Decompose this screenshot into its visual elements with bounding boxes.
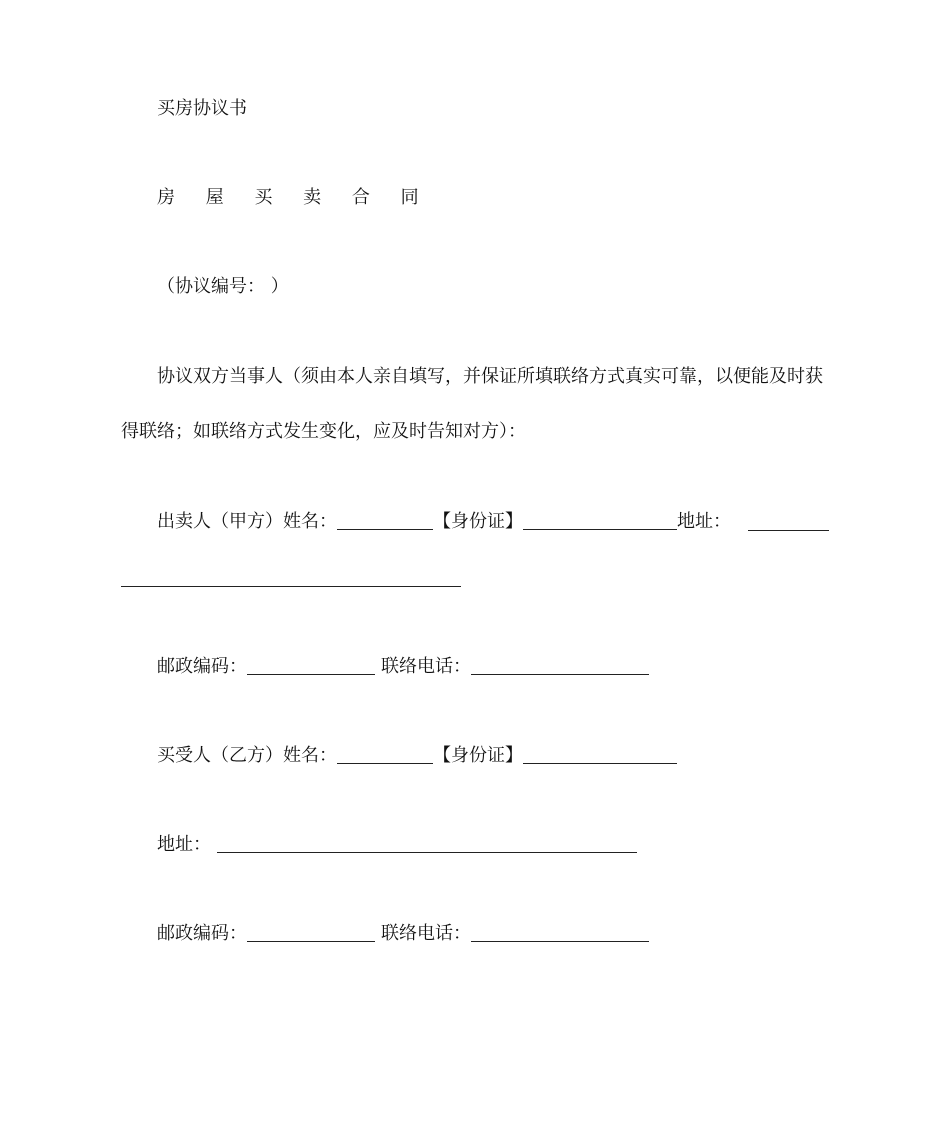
buyer-name-field[interactable] [337,743,433,764]
buyer-id-label: 【身份证】 [433,745,523,766]
seller-name-field[interactable] [337,509,433,530]
seller-id-label: 【身份证】 [433,511,523,532]
buyer-name-label: 买受人（乙方）姓名： [157,745,337,766]
buyer-address-field[interactable] [217,832,637,853]
buyer-info-line [157,743,677,768]
buyer-contact-line [157,921,649,946]
parties-intro-line-1: 协议双方当事人（须由本人亲自填写，并保证所填联络方式真实可靠，以便能及时获 [157,366,823,387]
seller-address-label: 地址： [677,511,731,532]
seller-postcode-label: 邮政编码： [157,656,247,677]
seller-address-field-continued[interactable] [121,586,461,587]
parties-intro-line-2: 得联络；如联络方式发生变化，应及时告知对方）： [121,421,526,442]
document-title: 买房协议书 [157,98,247,119]
seller-phone-label: 联络电话： [381,656,471,677]
seller-info-line [157,509,731,534]
buyer-address-line [157,832,637,857]
contract-title: 房 屋 买 卖 合 同 [157,187,432,208]
seller-name-label: 出卖人（甲方）姓名： [157,511,337,532]
buyer-id-field[interactable] [523,743,677,764]
buyer-phone-label: 联络电话： [381,923,471,944]
buyer-postcode-label: 邮政编码： [157,923,247,944]
seller-postcode-field[interactable] [247,654,375,675]
agreement-number: （协议编号： ） [157,276,289,297]
buyer-postcode-field[interactable] [247,921,375,942]
seller-id-field[interactable] [523,509,677,530]
seller-phone-field[interactable] [471,654,649,675]
seller-address-field[interactable] [748,530,829,531]
buyer-phone-field[interactable] [471,921,649,942]
buyer-address-label: 地址： [157,834,211,855]
seller-contact-line [157,654,649,679]
